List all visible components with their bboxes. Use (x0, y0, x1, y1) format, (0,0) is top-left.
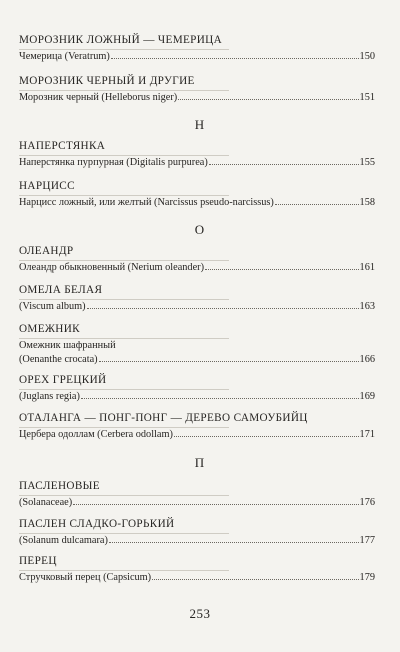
dot-leader (209, 164, 359, 165)
toc-page-number: 177 (359, 535, 375, 546)
toc-page-number: 179 (359, 572, 375, 583)
dot-leader (109, 542, 359, 543)
toc-item-text: (Oenanthe crocata) (19, 354, 98, 365)
toc-page-number: 155 (359, 157, 375, 168)
toc-line (19, 196, 375, 210)
dot-leader (178, 99, 358, 100)
section-letter: О (194, 222, 206, 237)
toc-heading: ОМЕЖНИК (19, 323, 375, 339)
dot-leader (205, 269, 359, 270)
toc-heading: НАПЕРСТЯНКА (19, 140, 375, 156)
toc-page-number: 163 (359, 301, 375, 312)
toc-entry (19, 34, 375, 64)
toc-item-text: Олеандр обыкновенный (Nerium oleander) (19, 262, 205, 273)
toc-item-text: (Solanaceae) (19, 497, 73, 508)
dot-leader (111, 58, 359, 59)
toc-item-text: Стручковый перец (Capsicum) (19, 572, 152, 583)
toc-entry (19, 75, 375, 105)
toc-line (19, 300, 375, 314)
toc-page-number: 150 (359, 51, 375, 62)
dot-leader (81, 398, 359, 399)
dot-leader (275, 204, 359, 205)
section-letter: П (194, 455, 206, 470)
toc-entry (19, 140, 375, 170)
toc-page-number: 158 (359, 197, 375, 208)
toc-item-text: Чемерица (Veratrum) (19, 51, 110, 62)
toc-item-text: Наперстянка пурпурная (Digitalis purpurea) (19, 157, 208, 168)
toc-item-text: (Juglans regia) (19, 391, 80, 402)
toc-entry (19, 555, 375, 585)
toc-line (19, 534, 375, 548)
toc-heading: ОРЕХ ГРЕЦКИЙ (19, 374, 375, 390)
dot-leader (87, 308, 359, 309)
toc-entry (19, 245, 375, 275)
dot-leader (174, 436, 359, 437)
toc-entry (19, 412, 375, 442)
toc-item-text: Морозник черный (Helleborus niger) (19, 92, 178, 103)
toc-line (19, 496, 375, 510)
dot-leader (73, 504, 358, 505)
toc-page-number: 171 (359, 429, 375, 440)
toc-heading: ПАСЛЕН СЛАДКО-ГОРЬКИЙ (19, 518, 375, 534)
toc-entry (19, 180, 375, 210)
toc-line (19, 353, 375, 367)
toc-entry (19, 323, 375, 367)
toc-item-text: Нарцисс ложный, или желтый (Narcissus pseudo-narcissus) (19, 197, 274, 208)
toc-line (19, 339, 375, 353)
toc-page-number: 161 (359, 262, 375, 273)
toc-heading: ОМЕЛА БЕЛАЯ (19, 284, 375, 300)
toc-item-text: (Solanum dulcamara) (19, 535, 108, 546)
toc-page-number: 169 (359, 391, 375, 402)
page-number: 253 (189, 606, 211, 621)
dot-leader (99, 361, 359, 362)
toc-line (19, 91, 375, 105)
toc-heading: МОРОЗНИК ЛОЖНЫЙ — ЧЕМЕРИЦА (19, 34, 375, 50)
section-letter: Н (194, 117, 206, 132)
toc-entry (19, 374, 375, 404)
toc-heading: ПАСЛЕНОВЫЕ (19, 480, 375, 496)
toc-heading: ПЕРЕЦ (19, 555, 375, 571)
toc-item-text: (Viscum album) (19, 301, 86, 312)
toc-line (19, 571, 375, 585)
toc-heading: НАРЦИСС (19, 180, 375, 196)
toc-line (19, 156, 375, 170)
toc-heading: ОТАЛАНГА — ПОНГ-ПОНГ — ДЕРЕВО САМОУБИЙЦ (19, 412, 375, 428)
toc-item-text: Омежник шафранный (19, 340, 116, 351)
toc-entry (19, 284, 375, 314)
toc-entry (19, 518, 375, 548)
toc-line (19, 50, 375, 64)
toc-page-number: 151 (359, 92, 375, 103)
toc-heading: ОЛЕАНДР (19, 245, 375, 261)
toc-line (19, 390, 375, 404)
dot-leader (152, 579, 358, 580)
toc-line (19, 261, 375, 275)
toc-entry (19, 480, 375, 510)
toc-heading: МОРОЗНИК ЧЕРНЫЙ И ДРУГИЕ (19, 75, 375, 91)
toc-page-number: 166 (359, 354, 375, 365)
toc-line (19, 428, 375, 442)
toc-page-number: 176 (359, 497, 375, 508)
toc-item-text: Цербера одоллам (Cerbera odollam) (19, 429, 173, 440)
